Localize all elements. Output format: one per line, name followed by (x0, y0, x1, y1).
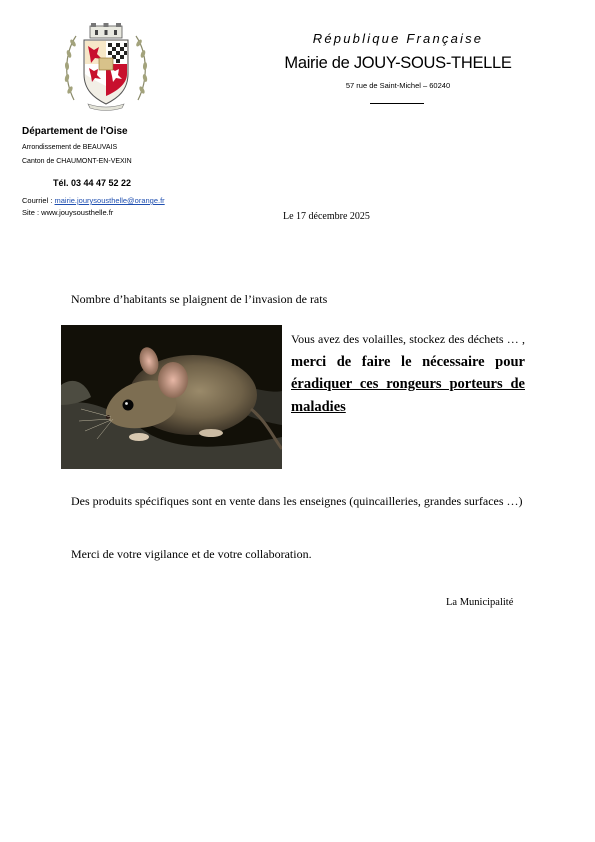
rat-photo (61, 325, 282, 469)
intro-text: Nombre d’habitants se plaignent de l’invasion de rats (71, 292, 328, 306)
main-message (291, 328, 525, 418)
mairie-title: Mairie de JOUY-SOUS-THELLE (284, 54, 512, 72)
products-text: Des produits spécifiques sont en vente dans les enseignes (quincailleries, grandes surfaces …) (71, 494, 523, 508)
mairie-address: 57 rue de Saint-Michel – 60240 (345, 81, 451, 90)
republique-francaise-heading: République Française (312, 31, 484, 46)
telephone-number: Tél. 03 44 47 52 22 (53, 178, 132, 188)
site-line: Site : www.jouysousthelle.fr (22, 208, 114, 217)
coat-of-arms-logo (60, 20, 152, 112)
canton-label: Canton de CHAUMONT-EN-VEXIN (22, 158, 132, 165)
arrondissement-label: Arrondissement de BEAUVAIS (22, 144, 118, 151)
thanks-text: Merci de votre vigilance et de votre collaboration. (71, 547, 312, 561)
message-plain-text: Vous avez des volailles, stockez des déchets … , (291, 332, 525, 346)
courriel-label: Courriel : (22, 196, 55, 205)
message-underlined-text: éradiquer ces rongeurs porteurs de maladies (291, 376, 525, 415)
header-divider (370, 103, 424, 104)
courriel-line (22, 196, 165, 205)
departement-label: Département de l’Oise (22, 126, 128, 137)
letter-date: Le 17 décembre 2025 (283, 211, 370, 222)
message-bold-text: merci de faire le nécessaire pour (291, 353, 525, 370)
signature: La Municipalité (446, 597, 514, 608)
courriel-link[interactable]: mairie.jourysousthelle@orange.fr (54, 196, 165, 205)
